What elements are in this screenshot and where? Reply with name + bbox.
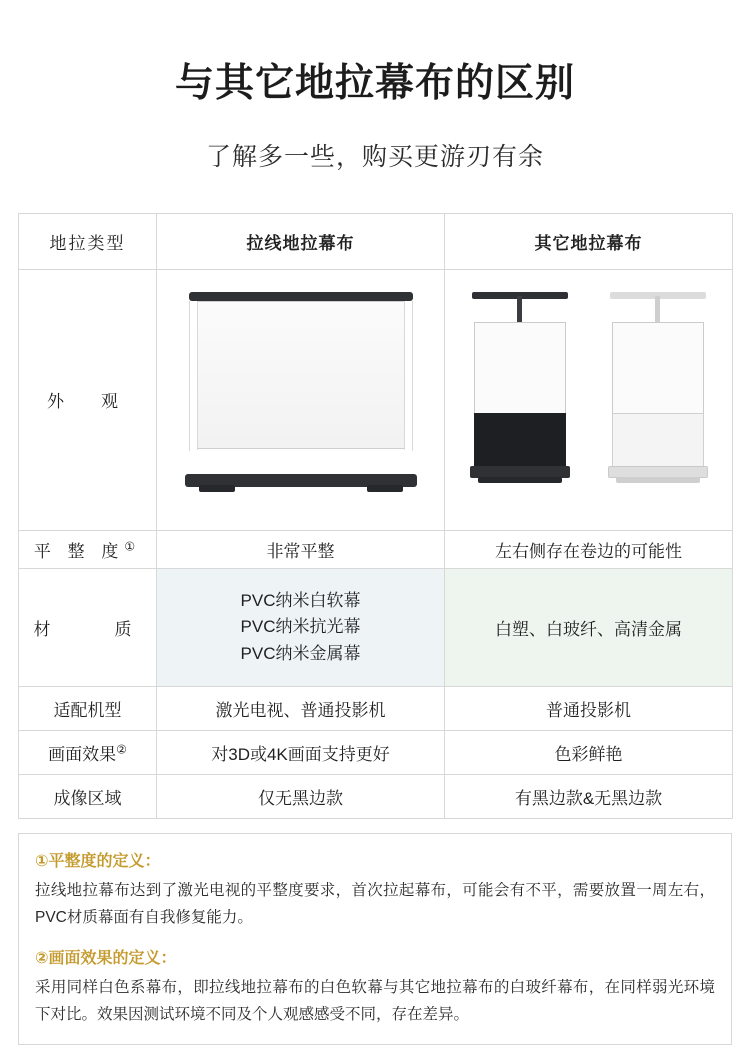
- column-header-type: 地拉类型: [19, 213, 157, 269]
- projector-type-other-screen: 普通投影机: [445, 686, 733, 730]
- row-label-image-effect-text: 画面效果: [48, 744, 117, 764]
- table-row-image-effect: [19, 730, 733, 774]
- column-header-our-screen: 拉线地拉幕布: [157, 213, 445, 269]
- table-row-material: [19, 568, 733, 686]
- material-line-1: PVC纳米白软幕: [240, 590, 361, 610]
- comparison-table: [18, 213, 733, 819]
- tension-floor-screen-illustration: [161, 292, 440, 524]
- footnote-marker-2: ②: [116, 742, 127, 757]
- flatness-our-screen: 非常平整: [157, 530, 445, 568]
- footnote-marker-1: ①: [124, 539, 142, 554]
- material-line-3: PVC纳米金属幕: [240, 643, 361, 663]
- row-label-appearance: 外 观: [19, 269, 157, 530]
- material-our-screen: [157, 568, 445, 686]
- page-subtitle: 了解多一些，购买更游刃有余: [205, 142, 544, 171]
- imaging-area-our-screen: 仅无黑边款: [157, 774, 445, 818]
- image-effect-our-screen: 对3D或4K画面支持更好: [157, 730, 445, 774]
- footnote-1-title: ①平整度的定义：: [35, 852, 161, 870]
- table-header-row: [19, 213, 733, 269]
- footnotes-box: [18, 833, 732, 1046]
- row-label-projector-type: 适配机型: [19, 686, 157, 730]
- page-title: 与其它地拉幕布的区别: [174, 62, 575, 105]
- column-header-other-screen: 其它地拉幕布: [445, 213, 733, 269]
- two-floor-screens-illustration: [449, 292, 728, 524]
- row-label-imaging-area: 成像区域: [19, 774, 157, 818]
- table-row-imaging-area: [19, 774, 733, 818]
- table-row-flatness: [19, 530, 733, 568]
- material-line-2: PVC纳米抗光幕: [240, 617, 361, 637]
- table-row-projector-type: [19, 686, 733, 730]
- row-label-material: 材 质: [19, 568, 157, 686]
- image-effect-other-screen: 色彩鲜艳: [445, 730, 733, 774]
- footnote-1-body: 拉线地拉幕布达到了激光电视的平整度要求，首次拉起幕布，可能会有不平，需要放置一周左右，PVC材质幕面有自我修复能力。: [35, 881, 715, 926]
- projector-type-our-screen: 激光电视、普通投影机: [157, 686, 445, 730]
- table-row-appearance: [19, 269, 733, 530]
- row-label-flatness: [19, 530, 157, 568]
- row-label-flatness-text: 平 整 度: [33, 541, 125, 561]
- footnote-2-title: ②画面效果的定义：: [35, 950, 177, 968]
- footnote-2-body: 采用同样白色系幕布，即拉线地拉幕布的白色软幕与其它地拉幕布的白玻纤幕布，在同样弱光环境下对比。效果因测试环境不同及个人观感感受不同，存在差异。: [35, 979, 715, 1024]
- material-other-screen: 白塑、白玻纤、高清金属: [445, 568, 733, 686]
- appearance-cell-other-screen: [445, 269, 733, 530]
- footnote-1: [35, 848, 715, 931]
- flatness-other-screen: 左右侧存在卷边的可能性: [445, 530, 733, 568]
- row-label-image-effect: [19, 730, 157, 774]
- footnote-2: [35, 945, 715, 1028]
- appearance-cell-our-screen: [157, 269, 445, 530]
- imaging-area-other-screen: 有黑边款&无黑边款: [445, 774, 733, 818]
